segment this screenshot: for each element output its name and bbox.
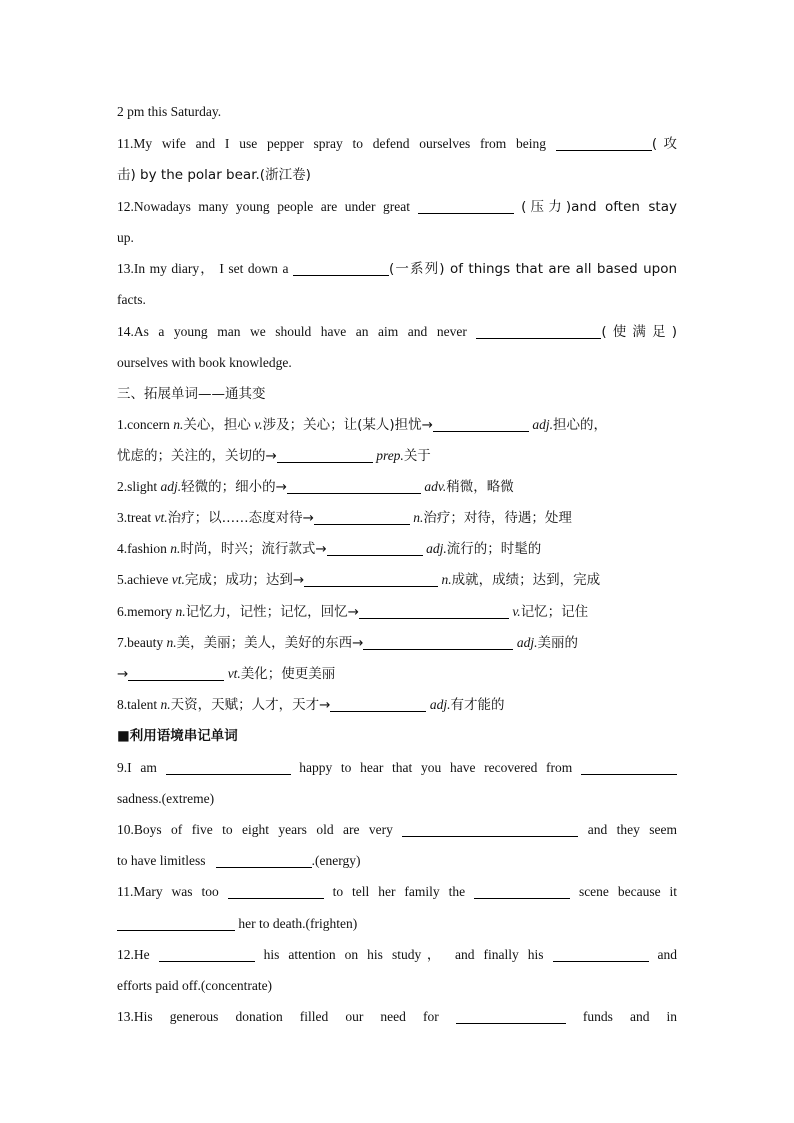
expand-word-7-cont: → vt.美化；使更美丽 [117,666,336,682]
question-12-cont: up. [117,230,134,245]
context-question-11-cont: her to death.(frighten) [117,912,677,936]
context-question-10: 10.Boys of five to eight years old are very and they seem [117,822,678,837]
expand-word-7: 7.beauty n.美，美丽；美人，美好的东西→ adj.美丽的 [117,635,578,651]
answer-blank[interactable] [456,1008,566,1024]
context-question-12-cont: efforts paid off.(concentrate) [117,978,273,993]
expand-word-5: 5.achieve vt.完成；成功；达到→ n.成就，成绩；达到，完成 [117,572,601,588]
question-12: 12.Nowadays many young people are under great (压力)and often stay [117,199,677,215]
context-question-10-cont: to have limitless .(energy) [117,853,361,868]
answer-blank[interactable] [314,509,410,525]
context-question-11: 11.Mary was too to tell her family the scene because it [117,884,678,899]
answer-blank[interactable] [474,883,570,899]
question-11: 11.My wife and I use pepper spray to defend ourselves from being (攻 [117,136,677,152]
answer-blank[interactable] [293,260,389,276]
answer-blank[interactable] [433,416,529,432]
answer-blank[interactable] [304,571,438,587]
answer-blank[interactable] [553,946,649,962]
expand-word-8: 8.talent n.天资，天赋；人才，天才→ adj.有才能的 [117,697,505,713]
question-13: 13.In my diary， I set down a (一系列) of things that are all based upon [117,261,678,277]
answer-blank[interactable] [327,540,423,556]
context-question-9: 9.I am happy to hear that you have recovered from [117,756,677,780]
question-14: 14.As a young man we should have an aim and never (使满足) [117,324,677,340]
answer-blank[interactable] [476,323,601,339]
answer-blank[interactable] [581,759,677,775]
answer-blank[interactable] [287,478,421,494]
answer-blank[interactable] [402,821,578,837]
answer-blank[interactable] [166,759,291,775]
answer-blank[interactable] [359,603,509,619]
section-3-heading: 三、拓展单词——通其变 [117,386,266,402]
answer-blank[interactable] [117,915,235,931]
answer-blank[interactable] [556,135,652,151]
section-4-heading: ■利用语境串记单词 [117,728,238,744]
answer-blank[interactable] [363,634,513,650]
answer-blank[interactable] [228,883,324,899]
expand-word-4: 4.fashion n.时尚，时兴；流行款式→ adj.流行的；时髦的 [117,541,542,557]
expand-word-3: 3.treat vt.治疗；以……态度对待→ n.治疗；对待，待遇；处理 [117,510,572,526]
context-question-13: 13.His generous donation filled our need for funds and in [117,1009,678,1024]
expand-word-1: 1.concern n.关心，担心 v.涉及；关心；让(某人)担忧→ adj.担心的， [117,417,607,433]
question-11-cont: 击) by the polar bear.(浙江卷) [117,167,311,183]
expand-word-6: 6.memory n.记忆力，记性；记忆，回忆→ v.记忆；记住 [117,604,589,620]
question-13-cont: facts. [117,292,146,307]
answer-blank[interactable] [128,665,224,681]
expand-word-1-cont: 忧虑的；关注的，关切的→ prep.关于 [117,448,431,464]
expand-word-2: 2.slight adj.轻微的；细小的→ adv.稍微，略微 [117,479,514,495]
text-line: 2 pm this Saturday. [117,104,222,119]
answer-blank[interactable] [159,946,255,962]
answer-blank[interactable] [216,852,312,868]
question-14-cont: ourselves with book knowledge. [117,355,292,370]
context-question-9-cont: sadness.(extreme) [117,791,215,806]
answer-blank[interactable] [277,447,373,463]
context-question-12: 12.He his attention on his study， and finally his and [117,947,678,962]
answer-blank[interactable] [418,198,514,214]
answer-blank[interactable] [330,696,426,712]
